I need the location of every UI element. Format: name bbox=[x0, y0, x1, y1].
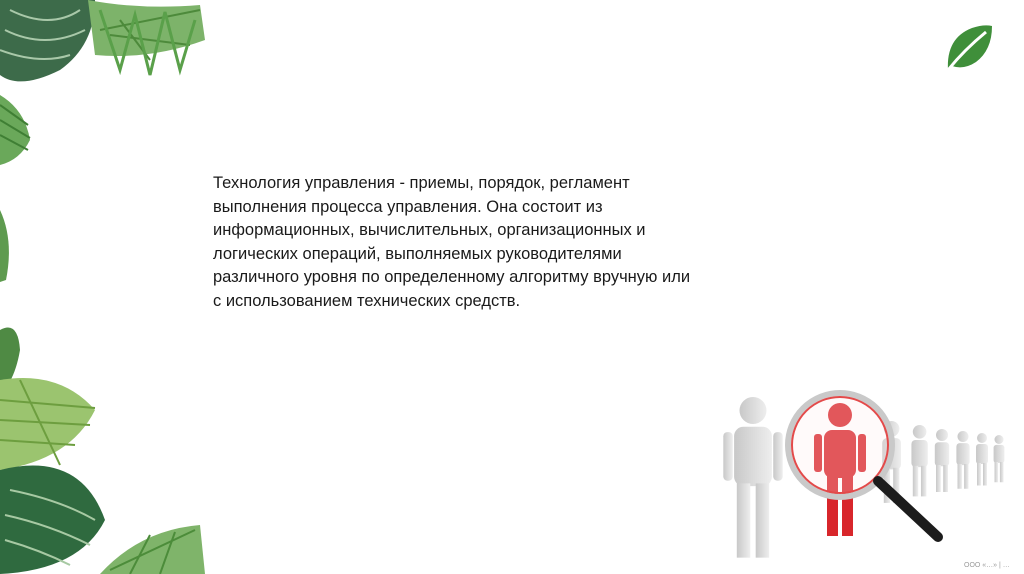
leaf-logo-icon bbox=[942, 20, 996, 74]
people-magnifier-illustration bbox=[720, 385, 1020, 565]
text-line: логических операций, выполняемых руководителями bbox=[213, 244, 622, 263]
palm-leaves-bottom-left bbox=[0, 320, 210, 574]
watermark: ООО «…» | … bbox=[964, 562, 1010, 569]
palm-leaves-top-left bbox=[0, 0, 210, 290]
text-line: информационных, вычислительных, организационных и bbox=[213, 221, 646, 239]
text-line: выполнения процесса управления. Она состоит из bbox=[213, 197, 603, 216]
text-line: с использованием технических средств. bbox=[213, 291, 521, 310]
definition-text bbox=[213, 172, 813, 313]
text-line: Технология управления - приемы, порядок, регламент bbox=[213, 174, 630, 192]
text-line: различного уровня по определенному алгоритму вручную или bbox=[213, 268, 691, 286]
